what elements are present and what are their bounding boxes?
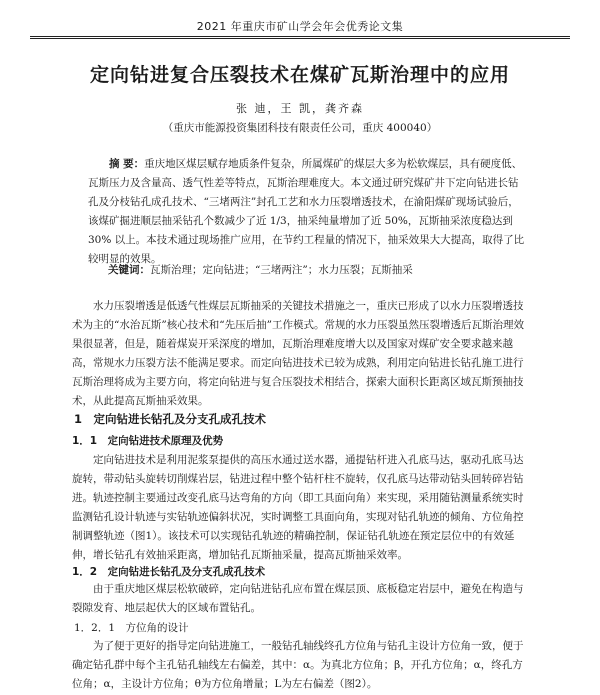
section-1-2-paragraph: 由于重庆地区煤层松软破碎，定向钻进钻孔应布置在煤层顶、底板稳定岩层中，避免在构造与裂隙发育、地层起伏大的区域布置钻孔。 — [72, 583, 524, 614]
abstract-text: 重庆地区煤层赋存地质条件复杂，所属煤矿的煤层大多为松软煤层，具有硬度低、瓦斯压力及含量高、透气性差等特点，瓦斯治理难度大。本文通过研究煤矿井下定向钻进长钻孔及分枝钻孔成孔技术、“三堵两注”封孔工艺和水力压裂增透技术，在渝阳煤矿现场试验后，该煤矿掘进顺层抽采钻孔个数减少了近 1/3，抽采纯量增加了近 50%，瓦斯抽采浓度稳达到 30% 以上。本技术通过现场推广应用，在节约工程量的情况下，抽采效果大大提高，取得了比较明显的效果。 — [88, 158, 525, 265]
author-list: 张 迪，王 凯，龚齐森 — [236, 102, 364, 115]
header-rule — [30, 36, 570, 37]
header-rule-double — [30, 38, 570, 39]
section-heading-1-2: 1．2 定向钻进长钻孔及分支孔成孔技术 — [72, 566, 266, 578]
section-1-1-paragraph: 定向钻进技术是利用泥浆泵提供的高压水通过送水器，通提钻杆进入孔底马达，驱动孔底马达旋转，带动钻头旋转切削煤岩层，钻进过程中整个钻杆柱不旋转，仅孔底马达带动钻头回转碎岩钻进。轨迹控制主要通过改变孔底马达弯角的方向（即工具面向角）来实现，采用随钻测量系统实时监测钻孔设计轨迹与实钻轨迹偏斜状况，实时调整工具面向角，实现对钻孔轨迹的倾角、方位角控制调整轨迹（图1）。该技术可以实现钻孔轨迹的精确控制，保证钻孔轨迹在预定层位中的有效延伸，增长钻孔有效抽采距离，增加钻孔瓦斯抽采量，提高瓦斯抽采效率。 — [72, 454, 524, 561]
affiliation: （重庆市能源投资集团科技有限责任公司，重庆 400040） — [162, 122, 438, 134]
section-1-2-1-paragraph: 为了便于更好的指导定向钻进施工，一般钻孔轴线终孔方位角与钻孔主设计方位角一致，便于确定钻孔群中每个主孔钻孔轴线左右偏差，其中：α。为真北方位角；β，开孔方位角；α，终孔方位角；α，主设计方位角；θ为方位角增量；L为左右偏差（图2）。 — [72, 640, 524, 690]
section-heading-1: 1 定向钻进长钻孔及分支孔成孔技术 — [74, 412, 266, 426]
keywords — [108, 262, 528, 277]
keywords-label: 关键词： — [108, 264, 150, 276]
section-heading-1-1: 1．1 定向钻进技术原理及优势 — [72, 435, 224, 447]
intro-paragraph: 水力压裂增透是低透气性煤层瓦斯抽采的关键技术措施之一，重庆已形成了以水力压裂增透技术为主的“水治瓦斯”核心技术和“先压后抽”工作模式。常规的水力压裂虽然压裂增透后瓦斯治理效果很显著，但是，随着煤炭开采深度的增加，瓦斯治理难度增大以及国家对煤矿安全要求越来越高，常规水力压裂方法不能满足要求。而定向钻进技术已较为成熟，利用定向钻进长钻孔施工进行瓦斯治理将成为主要方向，将定向钻进与复合压裂技术相结合，探索大面积长距离区域瓦斯预抽技术，从此提高瓦斯抽采效果。 — [72, 300, 524, 407]
abstract — [88, 155, 528, 269]
running-header: 2021 年重庆市矿山学会年会优秀论文集 — [196, 20, 404, 33]
section-heading-1-2-1: 1．2．1 方位角的设计 — [74, 622, 189, 634]
abstract-label: 摘 要： — [109, 158, 145, 170]
paper-title: 定向钻进复合压裂技术在煤矿瓦斯治理中的应用 — [89, 64, 510, 86]
keywords-text: 瓦斯治理；定向钻进；“三堵两注”；水力压裂；瓦斯抽采 — [150, 264, 413, 276]
